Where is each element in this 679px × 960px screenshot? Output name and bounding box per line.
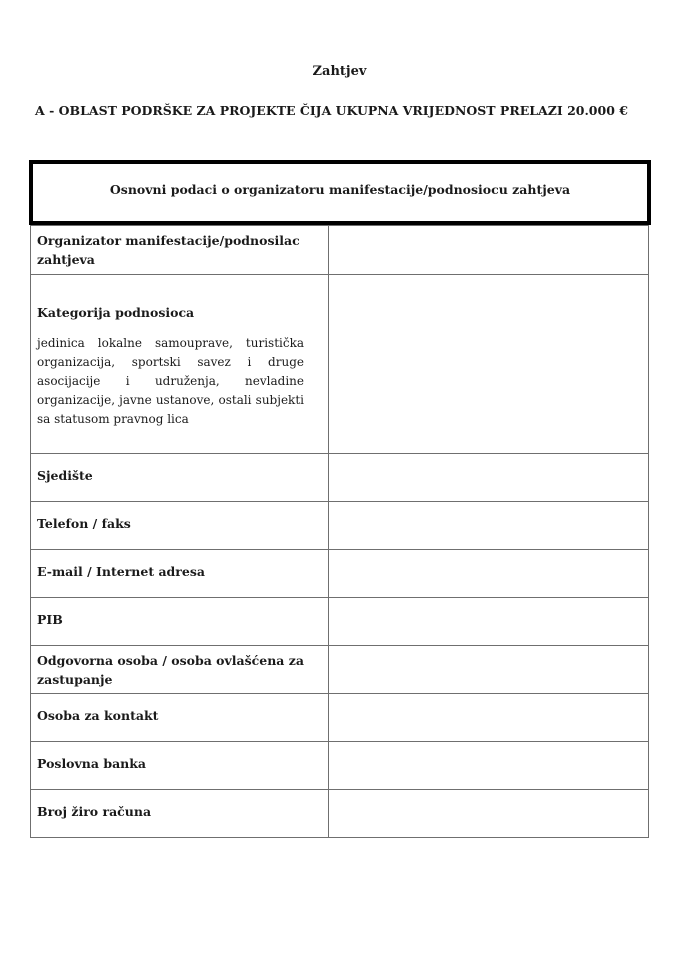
label-cell — [31, 226, 329, 275]
field-label-phone: Telefon / faks — [37, 516, 131, 531]
value-cell-responsible-person[interactable] — [329, 646, 649, 694]
table-row-contact-person — [31, 694, 649, 742]
label-cell — [31, 742, 329, 790]
field-label-organizer: Organizator manifestacije/podnosilac zahtjeva — [37, 233, 300, 267]
section-title: Osnovni podaci o organizatoru manifestacije/podnosiocu zahtjeva — [109, 182, 571, 197]
value-cell-pib[interactable] — [329, 598, 649, 646]
applicant-data-table — [30, 225, 649, 838]
table-row-pib — [31, 598, 649, 646]
label-cell — [31, 790, 329, 838]
field-label-category: Kategorija podnosioca — [37, 305, 195, 320]
value-cell-contact-person[interactable] — [329, 694, 649, 742]
table-row-bank — [31, 742, 649, 790]
table-row-phone — [31, 502, 649, 550]
field-label-seat: Sjedište — [37, 468, 93, 483]
label-cell — [31, 598, 329, 646]
field-label-bank: Poslovna banka — [37, 756, 147, 771]
field-label-responsible-person: Odgovorna osoba / osoba ovlašćena za zastupanje — [37, 653, 304, 687]
table-row-email — [31, 550, 649, 598]
label-cell — [31, 275, 329, 454]
label-cell — [31, 550, 329, 598]
label-cell — [31, 694, 329, 742]
value-cell-phone[interactable] — [329, 502, 649, 550]
document-subtitle: A - OBLAST PODRŠKE ZA PROJEKTE ČIJA UKUPNA VRIJEDNOST PRELAZI 20.000 € — [35, 103, 628, 118]
value-cell-account-number[interactable] — [329, 790, 649, 838]
table-row-category — [31, 275, 649, 454]
field-label-account-number: Broj žiro računa — [37, 804, 152, 819]
field-label-email: E-mail / Internet adresa — [37, 564, 205, 579]
table-row-organizer — [31, 226, 649, 275]
value-cell-organizer[interactable] — [329, 226, 649, 275]
field-label-pib: PIB — [37, 612, 63, 627]
field-label-contact-person: Osoba za kontakt — [37, 708, 159, 723]
section-header-box — [29, 160, 651, 225]
field-description-category: jedinica lokalne samouprave, turistička organizacija, sportski savez i druge asocijacije i udruženja, nevladine organizacije, javne ustanove, ostali subjekti sa statusom pravnog lica — [37, 336, 304, 426]
label-cell — [31, 502, 329, 550]
value-cell-seat[interactable] — [329, 454, 649, 502]
document-title: Zahtjev — [312, 64, 367, 79]
table-row-account-number — [31, 790, 649, 838]
value-cell-bank[interactable] — [329, 742, 649, 790]
value-cell-category[interactable] — [329, 275, 649, 454]
value-cell-email[interactable] — [329, 550, 649, 598]
table-row-seat — [31, 454, 649, 502]
table-row-responsible-person — [31, 646, 649, 694]
label-cell — [31, 454, 329, 502]
label-cell — [31, 646, 329, 694]
